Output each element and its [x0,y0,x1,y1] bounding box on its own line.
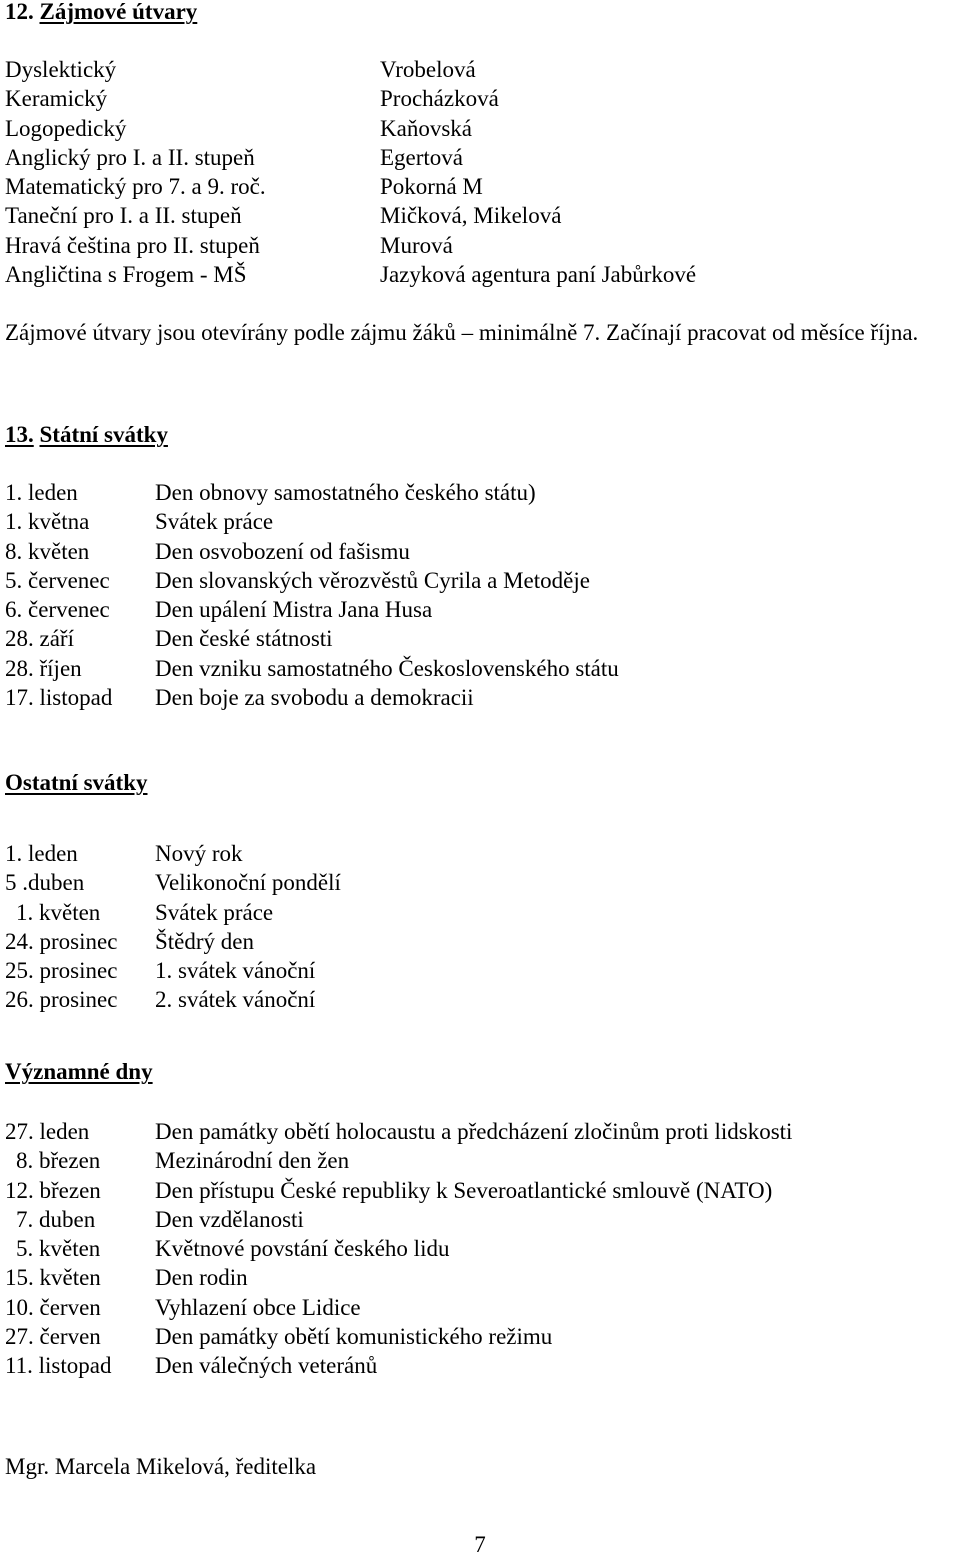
activity-teacher: Murová [380,232,453,258]
holiday-name: Den slovanských věrozvěstů Cyrila a Metoděje [155,567,590,593]
activity-name: Anglický pro I. a II. stupeň [5,144,255,170]
day-row [5,1176,792,1205]
day-name: Vyhlazení obce Lidice [155,1294,361,1320]
holiday-name: Nový rok [155,841,243,866]
activity-row [5,114,696,143]
state-holidays-list [5,478,619,712]
day-row [5,1263,792,1292]
day-date: 5. květen [16,1236,101,1262]
holiday-row [5,898,341,927]
day-row [5,1293,792,1322]
day-name: Den rodin [155,1265,248,1291]
holiday-date: 5. červenec [5,567,110,593]
holiday-name: 2. svátek vánoční [155,987,316,1013]
holiday-row [5,537,619,566]
activity-name: Angličtina s Frogem - MŠ [5,262,247,288]
day-row [5,1234,792,1263]
section-12-number: 12. [5,0,34,24]
holiday-date: 1. května [5,509,90,535]
activity-teacher: Procházková [380,86,499,112]
activity-name: Keramický [5,86,108,112]
holiday-name: Den vzniku samostatného Československého státu [155,655,619,681]
holiday-name: 1. svátek vánoční [155,958,316,984]
day-name: Mezinárodní den žen [155,1148,350,1174]
holiday-row [5,839,341,868]
holiday-name: Den obnovy samostatného českého státu) [155,480,536,505]
holiday-row [5,595,619,624]
holiday-name: Svátek práce [155,509,274,535]
holiday-row [5,927,341,956]
day-name: Den přístupu České republiky k Severoatlantické smlouvě (NATO) [155,1177,773,1203]
day-row [5,1205,792,1234]
section-13-heading [5,421,168,449]
holiday-date: 17. listopad [5,685,113,711]
activity-teacher: Pokorná M [380,174,483,200]
day-date: 15. květen [5,1265,101,1291]
activity-row [5,84,696,113]
day-date: 27. červen [5,1324,101,1350]
significant-days-heading [5,1058,153,1086]
day-name: Den vzdělanosti [155,1206,304,1232]
activity-teacher: Kaňovská [380,115,472,141]
holiday-name: Svátek práce [155,899,274,925]
holiday-row [5,624,619,653]
holiday-date: 6. červenec [5,597,110,623]
activity-teacher: Egertová [380,144,464,170]
activity-name: Dyslektický [5,57,117,82]
day-name: Květnové povstání českého lidu [155,1236,450,1262]
holiday-name: Velikonoční pondělí [155,870,341,896]
activity-name: Logopedický [5,115,127,141]
day-date: 11. listopad [5,1353,112,1379]
holiday-date: 24. prosinec [5,928,118,954]
holiday-date: 1. květen [16,899,101,925]
activity-row [5,260,696,289]
day-date: 27. leden [5,1119,90,1144]
section-12-title: Zájmové útvary [39,0,198,24]
day-row [5,1351,792,1380]
day-row [5,1117,792,1146]
holiday-name: Štědrý den [155,928,255,954]
activity-name: Hravá čeština pro II. stupeň [5,232,260,258]
holiday-date: 25. prosinec [5,958,118,984]
day-date: 10. červen [5,1294,101,1320]
day-row [5,1146,792,1175]
holiday-date: 26. prosinec [5,987,118,1013]
other-holidays-title: Ostatní svátky [5,770,148,795]
holiday-row [5,507,619,536]
day-name: Den památky obětí komunistického režimu [155,1324,553,1350]
activities-note: Zájmové útvary jsou otevírány podle zájmu žáků – minimálně 7. Začínají pracovat od měsíce října. [5,320,919,345]
day-date: 7. duben [16,1206,96,1232]
activity-row [5,231,696,260]
holiday-row [5,868,341,897]
activity-name: Taneční pro I. a II. stupeň [5,203,242,229]
page-number: 7 [474,1532,486,1557]
holiday-row [5,985,341,1014]
holiday-row [5,566,619,595]
day-date: 12. březen [5,1177,101,1203]
activity-row [5,143,696,172]
holiday-name: Den upálení Mistra Jana Husa [155,597,433,623]
holiday-row [5,478,619,507]
holiday-name: Den osvobození od fašismu [155,538,410,564]
activity-teacher: Mičková, Mikelová [380,203,562,229]
holiday-row [5,654,619,683]
holiday-date: 1. leden [5,841,78,866]
activity-row [5,55,696,84]
section-13-number: 13. [5,422,34,447]
holiday-row [5,956,341,985]
section-13-title: Státní svátky [39,422,168,447]
day-name: Den válečných veteránů [155,1353,378,1379]
holiday-date: 8. květen [5,538,90,564]
activities-list [5,55,696,289]
holiday-date: 5 .duben [5,870,85,896]
holiday-name: Den české státnosti [155,626,333,652]
holiday-name: Den boje za svobodu a demokracii [155,685,474,711]
holiday-date: 1. leden [5,480,78,505]
activity-row [5,201,696,230]
day-row [5,1322,792,1351]
other-holidays-heading [5,769,148,797]
day-date: 8. březen [16,1148,101,1174]
activity-teacher: Jazyková agentura paní Jabůrkové [380,262,697,288]
holiday-date: 28. září [5,626,74,652]
activity-teacher: Vrobelová [380,57,476,82]
holiday-date: 28. říjen [5,655,82,681]
significant-days-title: Významné dny [5,1059,153,1084]
section-12-heading [5,0,197,26]
activity-row [5,172,696,201]
activity-name: Matematický pro 7. a 9. roč. [5,174,266,200]
signature: Mgr. Marcela Mikelová, ředitelka [5,1454,317,1479]
significant-days-list [5,1117,792,1381]
other-holidays-list [5,839,341,1015]
day-name: Den památky obětí holocaustu a předcházení zločinům proti lidskosti [155,1119,793,1144]
holiday-row [5,683,619,712]
